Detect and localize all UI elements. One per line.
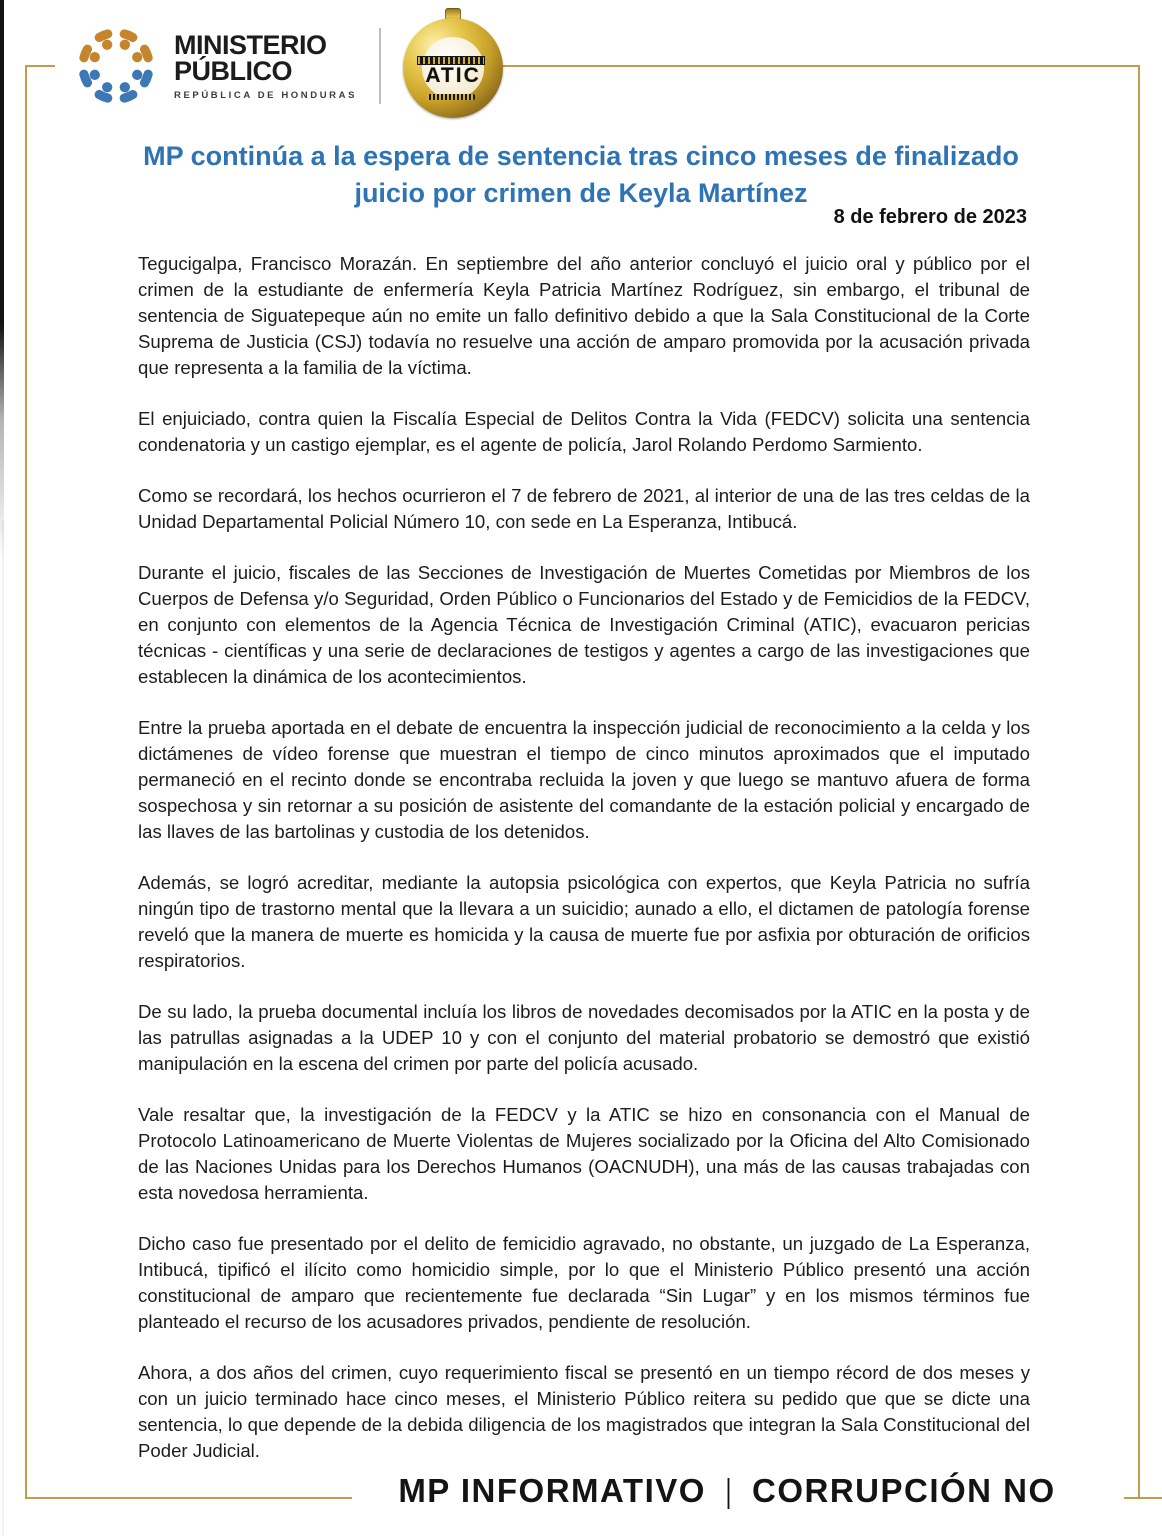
body-paragraph: Entre la prueba aportada en el debate de encuentra la inspección judicial de reconocimiento a la celda y los dictámenes de vídeo forense que muestran el tiempo de cinco minutos aproximados que el imputado permaneció en el recinto donde se encontraba recluida la joven y que luego se mantuvo afuera de forma sospechosa y sin retornar a su posición de asistente del comandante de la estación policial y encargado de las llaves de las bartolinas y custodia de los detenidos. [138,717,1030,842]
date: 8 de febrero de 2023 [833,206,1027,228]
logo-divider [379,28,381,104]
ministerio-publico-wordmark [174,29,358,101]
body-paragraph: Vale resaltar que, la investigación de la FEDCV y la ATIC se hizo en consonancia con el Manual de Protocolo Latinoamericano de Muerte Violentas de Mujeres socializado por la Oficina del Alto Comisionado de las Naciones Unidas para los Derechos Humanos (OACNUDH), una más de las causas trabajadas con esta novedosa herramienta. [138,1104,1030,1203]
scan-edge-shadow-faint [2,520,4,1536]
footer-mp-informativo: MP INFORMATIVO [398,1472,706,1509]
atic-microtext-band-bottom [427,94,475,100]
gold-border-frame-tail [1138,1497,1162,1499]
mp-title-line1: MINISTERIO [174,29,327,60]
atic-medal-icon [401,8,505,120]
body-paragraph: Como se recordará, los hechos ocurrieron el 7 de febrero de 2021, al interior de una de las tres celdas de la Unidad Departamental Policial Número 10, con sede en La Esperanza, Intibucá. [138,485,1030,532]
body-paragraph: Dicho caso fue presentado por el delito de femicidio agravado, no obstante, un juzgado de La Esperanza, Intibucá, tipificó el ilícito como homicidio simple, por lo que el Ministerio Público presentó una acción constitucional de amparo que recientemente fue declarada “Sin Lugar” y en los mismos términos fue planteado el recurso de los acusadores privados, pendiente de resolución. [138,1233,1030,1332]
header [70,12,505,120]
mp-title-line2: PÚBLICO [174,55,292,86]
body-paragraph: Además, se logró acreditar, mediante la autopsia psicológica con expertos, que Keyla Patricia no sufría ningún tipo de trastorno mental que la llevara a un suicidio; aunado a ello, el dictamen de patología forense reveló que la manera de muerte es homicida y la causa de muerte fue por asfixia por obturación de orificios respiratorios. [138,872,1030,971]
page-title: MP continúa a la espera de sentencia tras cinco meses de finalizado juicio por crimen de Keyla Martínez [143,141,1019,208]
footer-separator: | [725,1472,733,1509]
mp-subtitle: REPÚBLICA DE HONDURAS [174,89,358,101]
footer-corrupcion-no: CORRUPCIÓN NO [752,1472,1056,1509]
body-paragraph: De su lado, la prueba documental incluía los libros de novedades decomisados por la ATIC en la posta y de las patrullas asignadas a la UDEP 10 y con el conjunto del material probatorio se demostró que existió manipulación en la escena del crimen por parte del policía acusado. [138,1001,1030,1074]
scan-edge-shadow [0,0,4,560]
body-paragraph: Durante el juicio, fiscales de las Secciones de Investigación de Muertes Cometidas por Miembros de los Cuerpos de Defensa y/o Seguridad, Orden Público o Funcionarios del Estado y de Femicidios de la FEDCV, en conjunto con elementos de la Agencia Técnica de Investigación Criminal (ATIC), evacuaron pericias técnicas - científicas y una serie de declaraciones de testigos y agentes a cargo de las investigaciones que establecen la dinámica de los acontecimientos. [138,562,1030,687]
atic-label: ATIC [425,64,481,87]
ministerio-publico-emblem-icon [70,20,162,112]
article-body [138,251,1030,1489]
body-paragraph: Tegucigalpa, Francisco Morazán. En septiembre del año anterior concluyó el juicio oral y público por el crimen de la estudiante de enfermería Keyla Patricia Martínez Rodríguez, sin embargo, el tribunal de sentencia de Siguatepeque aún no emite un fallo definitivo debido a que la Sala Constitucional de la Corte Suprema de Justicia (CSJ) todavía no resuelve una acción de amparo promovida por la acusación privada que representa a la familia de la víctima. [138,253,1030,378]
footer-banner [398,1472,1056,1510]
body-paragraph: El enjuiciado, contra quien la Fiscalía Especial de Delitos Contra la Vida (FEDCV) solicita una sentencia condenatoria y un castigo ejemplar, es el agente de policía, Jarol Rolando Perdomo Sarmiento. [138,408,1030,455]
body-paragraph: Ahora, a dos años del crimen, cuyo requerimiento fiscal se presentó en un tiempo récord de dos meses y con un juicio terminado hace cinco meses, el Ministerio Público reitera su pedido que que se dicte una sentencia, lo que depende de la debida diligencia de los magistrados que integran la Sala Constitucional del Poder Judicial. [138,1362,1030,1461]
